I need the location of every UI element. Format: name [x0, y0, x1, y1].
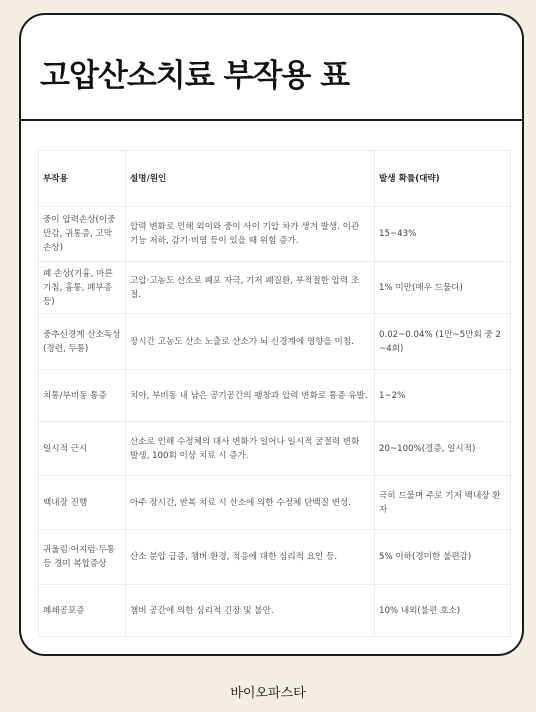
- table-header-row: [39, 151, 511, 207]
- side-effects-table-container: [38, 150, 510, 637]
- effect-cell: 일시적 근시: [39, 422, 126, 476]
- probability-cell: 15~43%: [375, 207, 511, 262]
- effect-cell: 치통/부비동 통증: [39, 370, 126, 422]
- effect-cell: 백내장 진행: [39, 476, 126, 530]
- table-row: [39, 422, 511, 476]
- probability-cell: 20~100%(경증, 일시적): [375, 422, 511, 476]
- table-row: [39, 207, 511, 262]
- page-title: 고압산소치료 부작용 표: [40, 58, 350, 94]
- table-row: [39, 476, 511, 530]
- table-row: [39, 262, 511, 314]
- effect-cell: 폐쇄공포증: [39, 585, 126, 637]
- description-cell: 산소 분압 급증, 챔버 환경, 적응에 대한 심리적 요인 등.: [126, 530, 375, 585]
- description-cell: 챔버 공간에 의한 심리적 긴장 및 불안.: [126, 585, 375, 637]
- description-cell: 압력 변화로 인해 외이와 중이 사이 기압 차가 생겨 발생. 이관 기능 저하, 감기·비염 등이 있을 때 위험 증가.: [126, 207, 375, 262]
- effect-cell: 폐 손상(기흉, 마른 기침, 흉통, 폐부종 등): [39, 262, 126, 314]
- column-header-probability: 발생 확률(대략): [375, 151, 511, 207]
- description-cell: 아주 장시간, 반복 치료 시 산소에 의한 수정체 단백질 변성.: [126, 476, 375, 530]
- description-cell: 산소로 인해 수정체의 대사 변화가 일어나 일시적 굴절력 변화 발생, 100회 이상 치료 시 증가.: [126, 422, 375, 476]
- description-cell: 치아, 부비동 내 남은 공기공간의 팽창과 압력 변화로 통증 유발.: [126, 370, 375, 422]
- table-row: [39, 370, 511, 422]
- table-row: [39, 530, 511, 585]
- card-header: [21, 15, 522, 121]
- table-row: [39, 314, 511, 370]
- description-cell: 고압·고농도 산소로 폐포 자극, 기저 폐질환, 부적절한 압력 조절.: [126, 262, 375, 314]
- column-header-description: 설명/원인: [126, 151, 375, 207]
- description-cell: 장시간 고농도 산소 노출로 산소가 뇌 신경계에 영향을 미침.: [126, 314, 375, 370]
- effect-cell: 귀울림·어지럼·두통 등 경미 복합증상: [39, 530, 126, 585]
- probability-cell: 1% 미만(매우 드물다): [375, 262, 511, 314]
- probability-cell: 5% 이하(경미한 불편감): [375, 530, 511, 585]
- effect-cell: 중이 압력손상(이중 만감, 귀통증, 고막 손상): [39, 207, 126, 262]
- content-card: [19, 13, 524, 656]
- footer-brand: 바이오파스타: [230, 686, 306, 701]
- side-effects-table: [38, 150, 511, 637]
- probability-cell: 10% 내외(불편 호소): [375, 585, 511, 637]
- probability-cell: 0.02~0.04% (1만~5만회 중 2~4회): [375, 314, 511, 370]
- effect-cell: 중추신경계 산소독성(경련, 두통): [39, 314, 126, 370]
- probability-cell: 1~2%: [375, 370, 511, 422]
- column-header-effect: 부작용: [39, 151, 126, 207]
- table-row: [39, 585, 511, 637]
- probability-cell: 극히 드물며 주로 기저 백내장 환자: [375, 476, 511, 530]
